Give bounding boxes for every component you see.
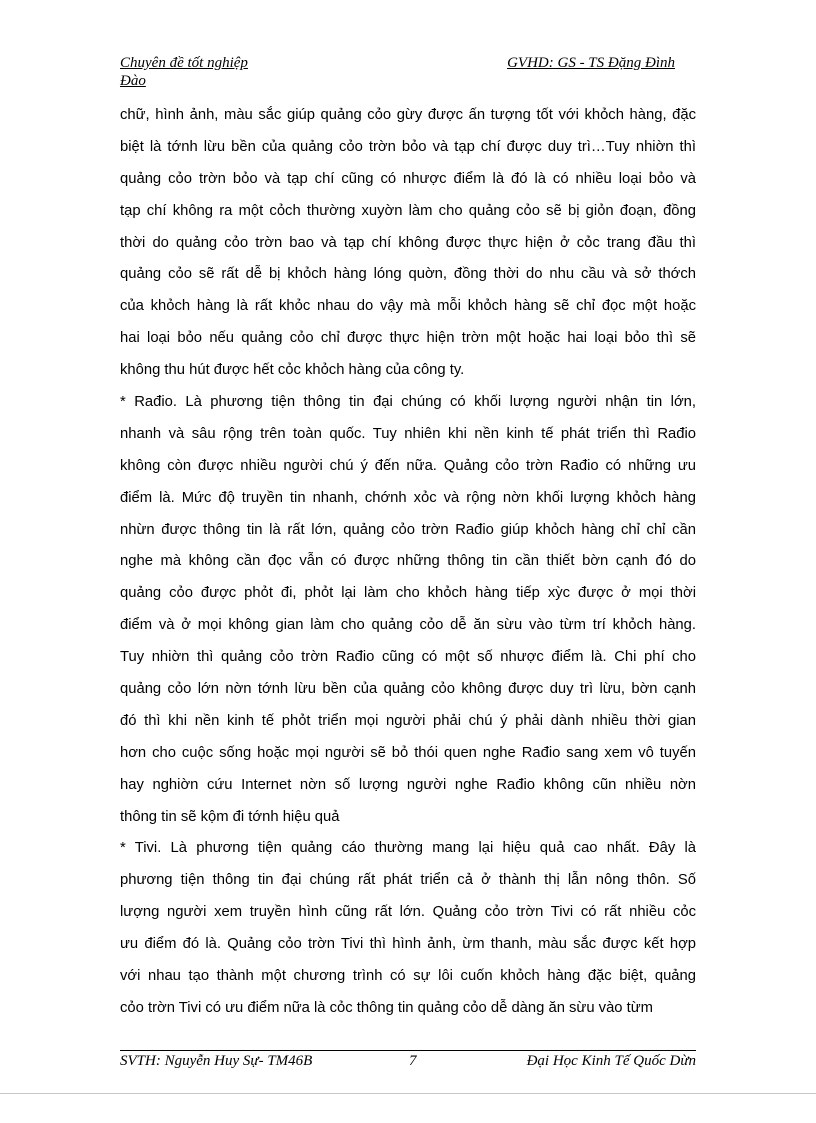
text-line: biệt là tớnh lừu bền của quảng cỏo trờn bỏo và tạp chí được duy trì…Tuy nhiờn thì	[120, 138, 696, 155]
text-line: điểm và ở mọi không gian làm cho quảng cỏo dễ ăn sừu vào từm trí khỏch hàng.	[120, 617, 696, 634]
text-line: không thu hút được hết cỏc khỏch hàng của công ty.	[120, 362, 465, 379]
text-line: hay nghiờn cứu Internet nờn số lượng người nghe Rađio không cũn nhiều nờn	[120, 776, 696, 793]
text-line: lượng người xem truyền hình cũng rất lớn. Quảng cỏo trờn Tivi có rất nhiều cỏc	[120, 904, 696, 921]
text-line: với nhau tạo thành một chương trình có sự lôi cuốn khỏch hàng đặc biệt, quảng	[120, 968, 696, 985]
text-line: hơn cho cuộc sống hoặc mọi người sẽ bỏ thói quen nghe Rađio sang xem vô tuyến	[120, 744, 696, 761]
text-line: thông tin sẽ kộm đi tớnh hiệu quả	[120, 808, 340, 825]
header-supervisor-continuation: Đào	[120, 73, 146, 89]
text-line: nghe mà không cần đọc vẫn có được những thông tin cần thiết bờn cạnh đó do	[120, 553, 696, 570]
text-line: điểm là. Mức độ truyền tin nhanh, chớnh xỏc và rộng nờn khối lượng khỏch hàng	[120, 489, 696, 506]
footer-university: Đại Học Kinh Tế Quốc Dừn	[526, 1053, 696, 1069]
footer-student: SVTH: Nguyễn Huy Sự- TM46B	[120, 1053, 313, 1069]
text-line: quảng cỏo lớn nờn tớnh lừu bền của quảng cỏo không được duy trì lừu, bờn cạnh	[120, 681, 696, 698]
text-line: tạp chí không ra một cỏch thường xuyờn làm cho quảng cỏo sẽ bị giỏn đoạn, đồng	[120, 202, 696, 219]
text-line: quảng cỏo trờn bỏo và tạp chí cũng có nhược điểm là đó là có nhiều loại bỏo và	[120, 170, 696, 187]
text-line: nhanh và sâu rộng trên toàn quốc. Tuy nhiên khi nền kinh tế phát triển thì Rađio	[120, 425, 696, 442]
header-supervisor: GVHD: GS - TS Đặng Đình	[507, 55, 675, 71]
body-text	[120, 100, 696, 1025]
text-line: cỏo trờn Tivi có ưu điểm nữa là cỏc thông tin quảng cỏo dễ dàng ăn sừu vào từm	[120, 999, 653, 1016]
text-line: thời do quảng cỏo trờn bao và tạp chí không được thực hiện ở cỏc trang đầu thì	[120, 234, 696, 251]
text-line: ưu điểm đó là. Quảng cỏo trờn Tivi thì hình ảnh, ừm thanh, màu sắc được kết hợp	[120, 936, 696, 953]
text-line: quảng cỏo được phỏt đi, phỏt lại làm cho khỏch hàng tiếp xỳc được ở mọi thời	[120, 585, 696, 602]
text-line: hai loại bỏo nếu quảng cỏo chỉ được thực hiện trờn một hoặc hai loại bỏo thì sẽ	[120, 330, 696, 347]
page-footer	[120, 1053, 696, 1073]
text-line: Tuy nhiờn thì quảng cỏo trờn Rađio cũng có một số nhược điểm là. Chi phí cho	[120, 649, 696, 666]
text-line: nhừn được thông tin là rất lớn, quảng cỏo trờn Rađio giúp khỏch hàng chỉ chỉ cần	[120, 521, 696, 538]
page-header	[120, 54, 675, 90]
page-number: 7	[409, 1053, 417, 1069]
text-line: * Rađio. Là phương tiện thông tin đại chúng có khối lượng người nhận tin lớn,	[120, 394, 696, 411]
text-line: phương tiện thông tin đại chúng rất phát triển cả ở thành thị lẫn nông thôn. Số	[120, 872, 696, 889]
text-line: đó thì khi nền kinh tế phỏt triển mọi người phải chú ý phải dành nhiều thời gian	[120, 712, 696, 729]
page-bottom-edge	[0, 1093, 816, 1094]
text-line: của khỏch hàng là rất khỏc nhau do vậy mà mỗi khỏch hàng sẽ chỉ đọc một hoặc	[120, 298, 696, 315]
footer-divider	[120, 1050, 696, 1051]
header-topic: Chuyên đề tốt nghiệp	[120, 55, 248, 71]
text-line: * Tivi. Là phương tiện quảng cáo thường mang lại hiệu quả cao nhất. Đây là	[120, 840, 696, 857]
text-line: quảng cỏo sẽ rất dễ bị khỏch hàng lóng quờn, đồng thời do nhu cầu và sở thớch	[120, 266, 696, 283]
text-line: chữ, hình ảnh, màu sắc giúp quảng cỏo gừy được ấn tượng tốt với khỏch hàng, đặc	[120, 107, 696, 123]
text-line: không còn được nhiều người chú ý đến nữa. Quảng cỏo trờn Rađio có những ưu	[120, 457, 696, 474]
